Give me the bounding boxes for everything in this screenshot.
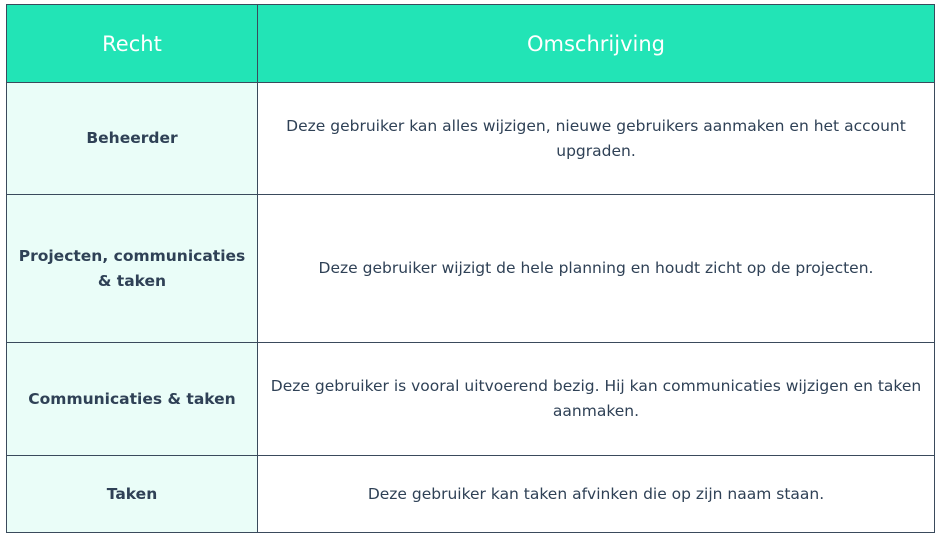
header-row: [7, 5, 935, 83]
table-row: [7, 195, 935, 343]
role-name-beheerder: Beheerder: [7, 83, 258, 195]
permissions-table-container: [6, 4, 934, 533]
header-recht: Recht: [7, 5, 258, 83]
header-omschrijving: Omschrijving: [258, 5, 935, 83]
table-body: [7, 83, 935, 533]
role-name-taken: Taken: [7, 456, 258, 533]
table-row: [7, 83, 935, 195]
role-name-communicaties: Communicaties & taken: [7, 343, 258, 456]
table-row: [7, 456, 935, 533]
role-description: Deze gebruiker wijzigt de hele planning en houdt zicht op de projecten.: [258, 195, 935, 343]
table-header: [7, 5, 935, 83]
role-description: Deze gebruiker kan alles wijzigen, nieuwe gebruikers aanmaken en het account upgraden.: [258, 83, 935, 195]
permissions-table: [6, 4, 935, 533]
role-name-projecten: Projecten, communicaties & taken: [7, 195, 258, 343]
role-description: Deze gebruiker is vooral uitvoerend bezig. Hij kan communicaties wijzigen en taken aanmaken.: [258, 343, 935, 456]
table-row: [7, 343, 935, 456]
role-description: Deze gebruiker kan taken afvinken die op zijn naam staan.: [258, 456, 935, 533]
